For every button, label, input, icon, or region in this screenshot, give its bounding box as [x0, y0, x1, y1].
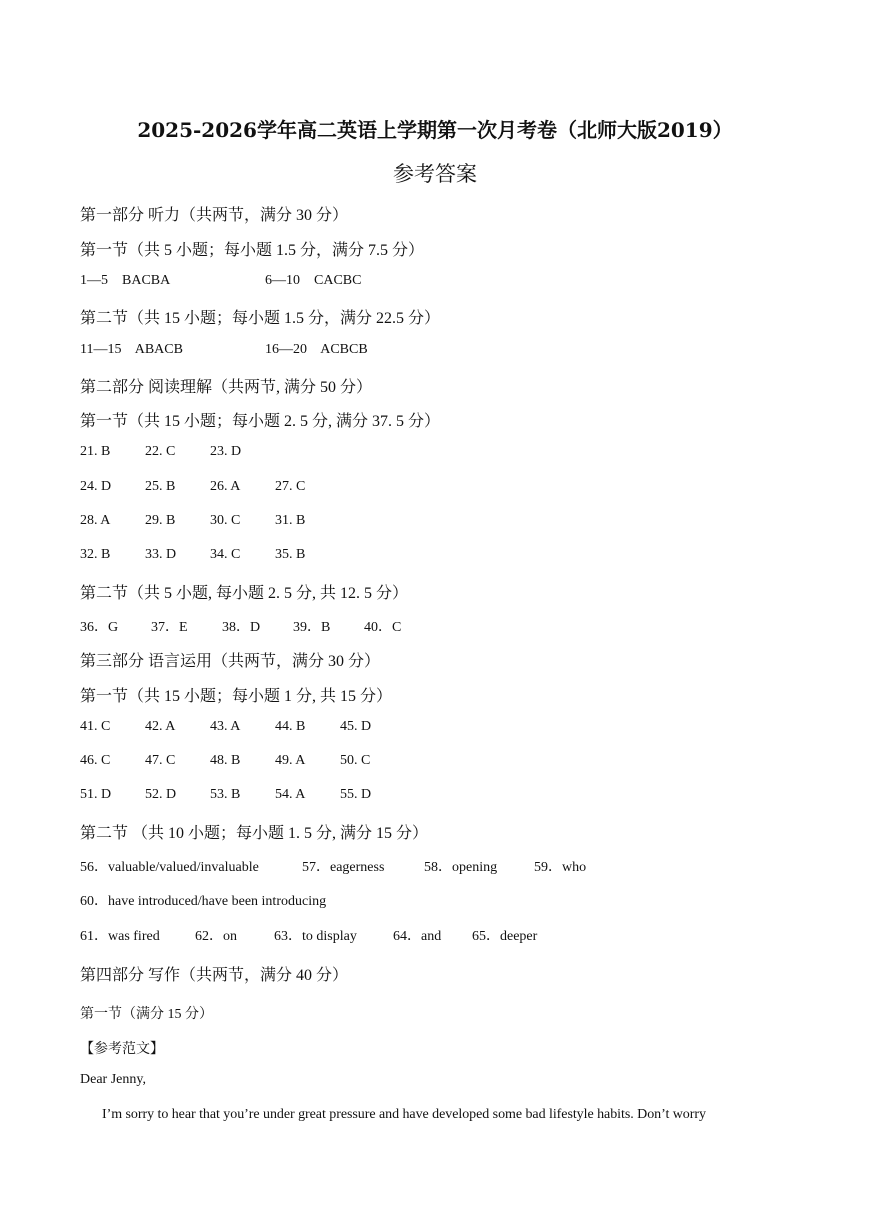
part1-section1-answers: [80, 273, 361, 289]
answer-item: 33. D: [145, 547, 177, 562]
part3-section2-heading: 第二节 （共 10 小题；每小题 1. 5 分, 满分 15 分）: [80, 825, 429, 842]
answer-item: 53. B: [210, 787, 241, 802]
answer-group: 6—10 CACBC: [265, 273, 362, 288]
part1-heading: 第一部分 听力（共两节，满分 30 分）: [80, 207, 349, 224]
answer-item: 49. A: [275, 753, 306, 768]
answer-item: 27. C: [275, 479, 306, 494]
answer-item: 43. A: [210, 719, 241, 734]
answer-row: [80, 856, 586, 876]
answer-item: 25. B: [145, 479, 176, 494]
answer-item: 21. B: [80, 444, 111, 459]
answer-item: 60．have introduced/have been introducing: [80, 894, 327, 909]
answer-item: 24. D: [80, 479, 112, 494]
answer-item: 45. D: [340, 719, 372, 734]
part4-heading: 第四部分 写作（共两节，满分 40 分）: [80, 967, 349, 984]
answer-item: 40．C: [364, 620, 402, 635]
answer-item: 31. B: [275, 513, 306, 528]
answer-item: 41. C: [80, 719, 111, 734]
answer-item: 63．to display: [274, 929, 357, 944]
answer-group: 16—20 ACBCB: [265, 342, 368, 357]
answer-item: 44. B: [275, 719, 306, 734]
answer-item: 26. A: [210, 479, 241, 494]
answer-item: 51. D: [80, 787, 112, 802]
part2-section2-heading: 第二节（共 5 小题, 每小题 2. 5 分, 共 12. 5 分）: [80, 585, 409, 602]
answer-item: 62．on: [195, 929, 237, 944]
part1-section1-heading: 第一节（共 5 小题；每小题 1.5 分，满分 7.5 分）: [80, 242, 425, 259]
answer-item: 38．D: [222, 620, 261, 635]
page-title: 2025-2026学年高二英语上学期第一次月考卷（北师大版2019）: [137, 118, 733, 142]
page-subtitle: 参考答案: [393, 162, 477, 186]
answer-row: [80, 547, 340, 563]
part3-section1-heading: 第一节（共 15 小题；每小题 1 分, 共 15 分）: [80, 688, 393, 705]
answer-item: 54. A: [275, 787, 306, 802]
letter-greeting: Dear Jenny,: [80, 1072, 146, 1087]
answer-item: 42. A: [145, 719, 176, 734]
answer-row: [80, 513, 340, 529]
answer-item: 22. C: [145, 444, 176, 459]
part1-section2-answers: [80, 342, 368, 358]
answer-item: 28. A: [80, 513, 111, 528]
answer-item: 23. D: [210, 444, 242, 459]
answer-row: [80, 719, 405, 735]
answer-group: 11—15 ABACB: [80, 342, 183, 357]
part1-section2-heading: 第二节（共 15 小题；每小题 1.5 分，满分 22.5 分）: [80, 310, 441, 327]
part3-heading: 第三部分 语言运用（共两节，满分 30 分）: [80, 653, 381, 670]
answer-item: 39．B: [293, 620, 331, 635]
letter-body-line: I’m sorry to hear that you’re under great pressure and have developed some bad lifestyle habits. Don’t worry: [102, 1107, 706, 1122]
answer-item: 34. C: [210, 547, 241, 562]
sample-essay-label: 【参考范文】: [80, 1042, 164, 1057]
answer-row: [80, 479, 340, 495]
answer-item: 29. B: [145, 513, 176, 528]
answer-row: [80, 925, 537, 945]
part2-section1-heading: 第一节（共 15 小题；每小题 2. 5 分, 满分 37. 5 分）: [80, 413, 441, 430]
answer-item: 47. C: [145, 753, 176, 768]
part4-section1-heading: 第一节（满分 15 分）: [80, 1007, 213, 1022]
part2-heading: 第二部分 阅读理解（共两节, 满分 50 分）: [80, 379, 373, 396]
answer-item: 65．deeper: [472, 929, 538, 944]
answer-item: 52. D: [145, 787, 177, 802]
answer-group: 1—5 BACBA: [80, 273, 171, 288]
answer-item: 35. B: [275, 547, 306, 562]
answer-item: 58．opening: [424, 860, 498, 875]
answer-item: 59．who: [534, 860, 587, 875]
answer-item: 32. B: [80, 547, 111, 562]
answer-row: [80, 444, 275, 460]
answer-item: 57．eagerness: [302, 860, 385, 875]
answer-item: 30. C: [210, 513, 241, 528]
answer-row: [80, 753, 405, 769]
answer-item: 61．was fired: [80, 929, 160, 944]
answer-item: 46. C: [80, 753, 111, 768]
answer-item: 50. C: [340, 753, 371, 768]
answer-row: [80, 890, 326, 910]
answer-row: [80, 616, 435, 636]
answer-item: 64．and: [393, 929, 442, 944]
answer-item: 36．G: [80, 620, 119, 635]
answer-item: 56．valuable/valued/invaluable: [80, 860, 259, 875]
answer-row: [80, 787, 405, 803]
answer-item: 37．E: [151, 620, 188, 635]
answer-item: 55. D: [340, 787, 372, 802]
answer-item: 48. B: [210, 753, 241, 768]
